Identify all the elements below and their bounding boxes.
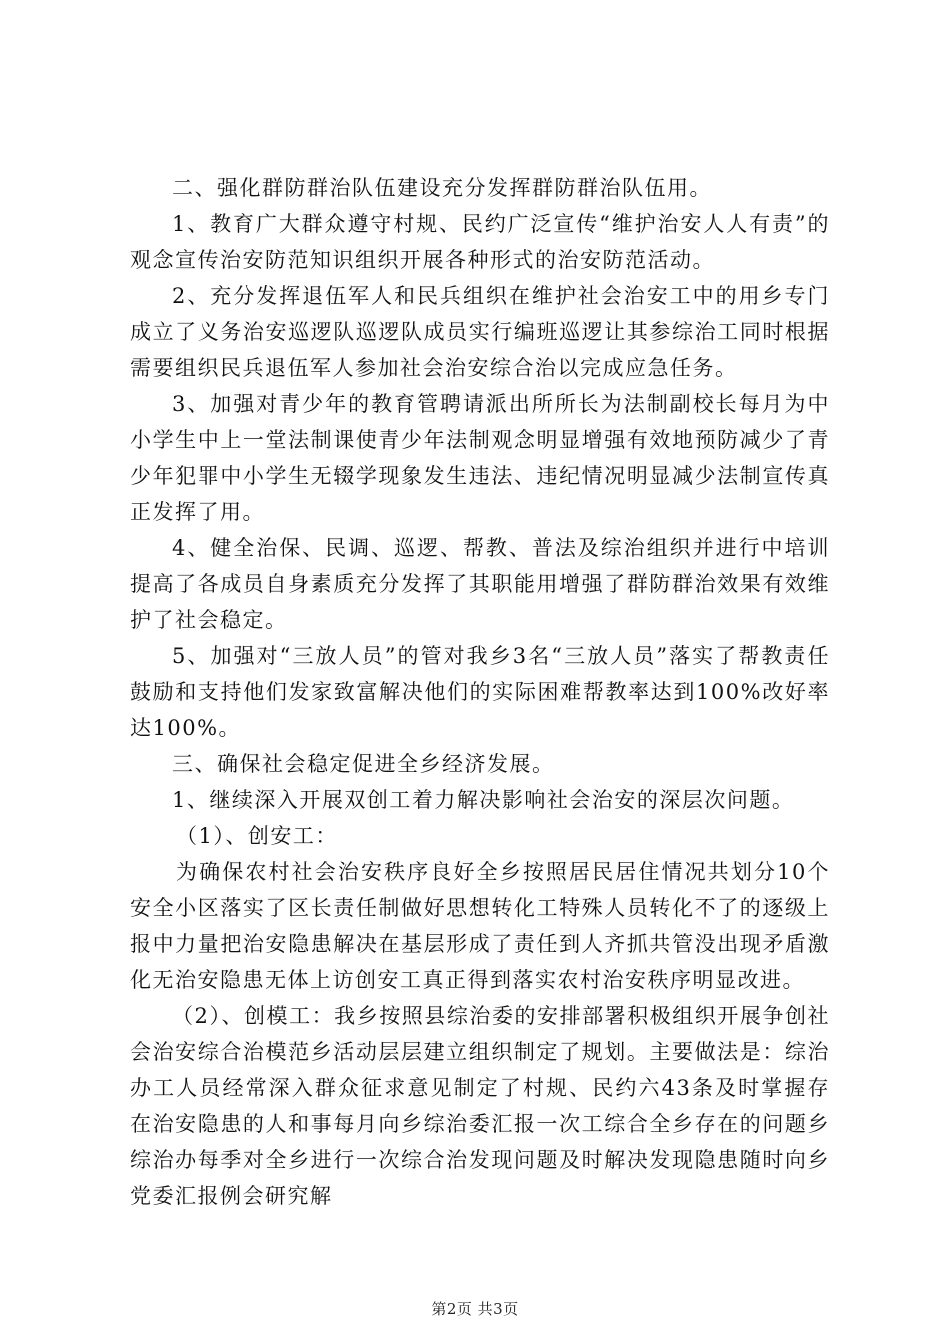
paragraph-section3-item-1: 1、继续深入开展双创工着力解决影响社会治安的深层次问题。 <box>172 788 795 812</box>
document-body <box>130 170 830 1214</box>
paragraph-item-3: 3、加强对青少年的教育管聘请派出所所长为法制副校长每月为中小学生中上一堂法制课使青少年法制观念明显增强有效地预防减少了青少年犯罪中小学生无辍学现象发生违法、违纪情况明显减少法制宣传真正发挥了用。 <box>130 392 830 524</box>
paragraph-heading-2: 二、强化群防群治队伍建设充分发挥群防群治队伍用。 <box>172 176 712 200</box>
paragraph-heading-3: 三、确保社会稳定促进全乡经济发展。 <box>172 752 555 776</box>
paragraph-subitem-2: （2）、创模工：我乡按照县综治委的安排部署积极组织开展争创社会治安综合治模范乡活动层层建立组织制定了规划。主要做法是：综治办工人员经常深入群众征求意见制定了村规、民约六43条及时掌握存在治安隐患的人和事每月向乡综治委汇报一次工综合全乡存在的问题乡综治办每季对全乡进行一次综合治发现问题及时解决发现隐患随时向乡党委汇报例会研究解 <box>130 1004 830 1208</box>
paragraph-subitem-1-body: 为确保农村社会治安秩序良好全乡按照居民居住情况共划分10个安全小区落实了区长责任制做好思想转化工特殊人员转化不了的逐级上报中力量把治安隐患解决在基层形成了责任到人齐抓共管没出现矛盾激化无治安隐患无体上访创安工真正得到落实农村治安秩序明显改进。 <box>130 860 830 992</box>
paragraph-item-2: 2、充分发挥退伍军人和民兵组织在维护社会治安工中的用乡专门成立了义务治安巡逻队巡逻队成员实行编班巡逻让其参综治工同时根据需要组织民兵退伍军人参加社会治安综合治以完成应急任务。 <box>130 284 830 380</box>
paragraph-item-4: 4、健全治保、民调、巡逻、帮教、普法及综治组织并进行中培训提高了各成员自身素质充分发挥了其职能用增强了群防群治效果有效维护了社会稳定。 <box>130 536 830 632</box>
paragraph-subheading-1: （1）、创安工： <box>176 824 338 848</box>
paragraph-item-1: 1、教育广大群众遵守村规、民约广泛宣传“维护治安人人有责”的观念宣传治安防范知识组织开展各种形式的治安防范活动。 <box>130 212 830 272</box>
paragraph-item-5: 5、加强对“三放人员”的管对我乡3名“三放人员”落实了帮教责任鼓励和支持他们发家致富解决他们的实际困难帮教率达到100%改好率达100%。 <box>130 644 830 740</box>
page-footer: 第2页 共3页 <box>431 1300 519 1318</box>
